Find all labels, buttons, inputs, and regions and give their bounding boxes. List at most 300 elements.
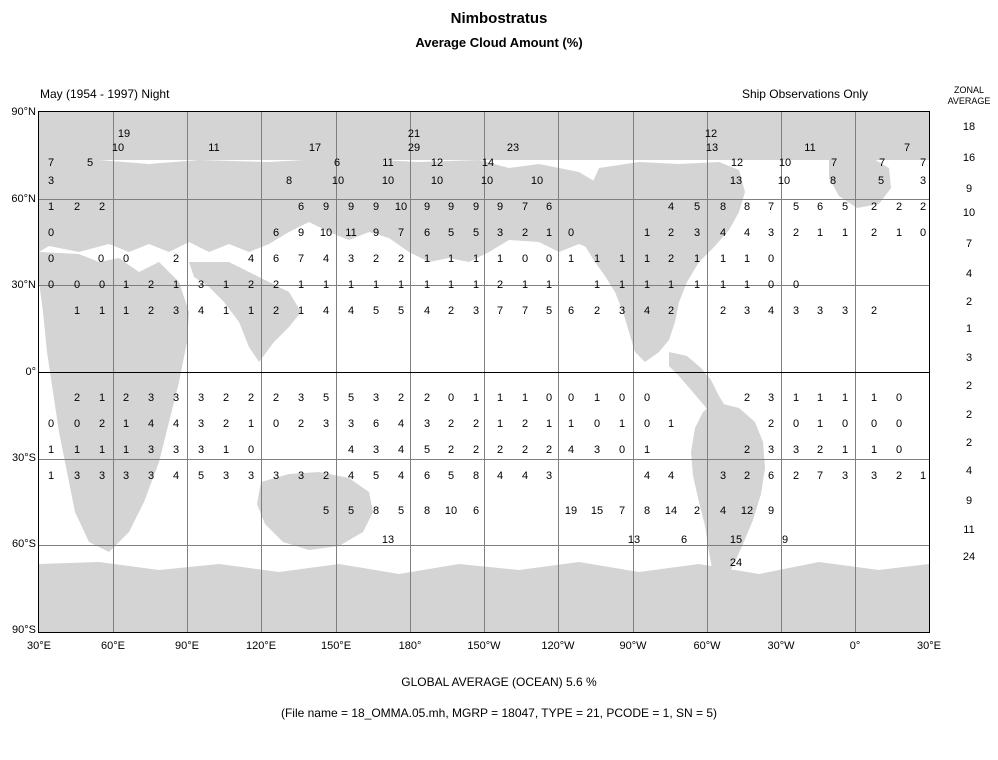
ylabel-30s: 30°S (12, 452, 36, 464)
map-data-cell: 0 (567, 227, 575, 240)
map-data-cell: 3 (870, 470, 878, 482)
map-data-cell: 4 (347, 305, 355, 318)
xlabel-90w: 90°W (619, 640, 647, 652)
map-data-cell: 15 (590, 504, 604, 517)
map-data-cell: 1 (743, 253, 751, 266)
map-data-cell: 2 (272, 305, 280, 318)
zonal-average-value: 2 (965, 296, 973, 308)
zonal-average-value: 18 (962, 121, 976, 133)
map-data-cell: 4 (247, 253, 255, 266)
map-data-cell: 7 (816, 470, 824, 482)
map-data-cell: 2 (297, 418, 305, 430)
map-data-cell: 0 (447, 392, 455, 404)
map-data-cell: 0 (593, 418, 601, 430)
map-data-cell: 2 (272, 392, 280, 404)
map-data-cell: 6 (423, 227, 431, 240)
map-data-cell: 7 (878, 156, 886, 169)
map-data-cell: 3 (98, 470, 106, 482)
map-data-cell: 1 (545, 418, 553, 430)
map-data-cell: 4 (397, 470, 405, 482)
map-data-cell: 4 (197, 305, 205, 318)
map-data-cell: 1 (593, 279, 601, 292)
map-data-cell: 2 (743, 470, 751, 482)
map-data-cell: 0 (618, 444, 626, 456)
map-data-cell: 1 (47, 444, 55, 456)
map-data-cell: 9 (423, 201, 431, 214)
map-data-cell: 3 (841, 305, 849, 318)
map-data-cell: 2 (719, 305, 727, 318)
map-data-cell: 1 (567, 418, 575, 430)
map-data-cell: 1 (423, 253, 431, 266)
map-data-cell: 10 (778, 156, 792, 169)
map-data-cell: 2 (372, 253, 380, 266)
map-data-cell: 3 (122, 470, 130, 482)
map-data-cell: 9 (322, 201, 330, 214)
map-data-cell: 2 (743, 392, 751, 404)
xlabel-90e: 90°E (175, 640, 199, 652)
map-data-cell: 3 (593, 444, 601, 456)
map-data-cell: 2 (521, 444, 529, 456)
map-data-cell: 1 (472, 392, 480, 404)
map-data-cell: 9 (297, 227, 305, 240)
map-data-cell: 0 (643, 392, 651, 404)
map-data-cell: 1 (447, 253, 455, 266)
zonal-average-header-line1: ZONAL (953, 85, 984, 95)
map-data-cell: 3 (147, 444, 155, 456)
map-data-cell: 2 (895, 201, 903, 214)
map-data-cell: 5 (545, 305, 553, 318)
map-data-cell: 9 (447, 201, 455, 214)
map-data-cell: 1 (472, 253, 480, 266)
map-data-cell: 3 (743, 305, 751, 318)
zonal-average-value: 9 (965, 183, 973, 195)
map-data-cell: 3 (792, 444, 800, 456)
map-data-cell: 0 (792, 418, 800, 430)
map-data-cell: 0 (47, 279, 55, 292)
map-data-cell: 4 (667, 201, 675, 214)
map-data-cell: 2 (496, 279, 504, 292)
map-data-cell: 1 (98, 392, 106, 404)
map-data-cell: 6 (816, 201, 824, 214)
map-data-cell: 4 (397, 444, 405, 456)
map-data-cell: 2 (667, 253, 675, 266)
map-data-cell: 2 (122, 392, 130, 404)
map-data-cell: 1 (618, 279, 626, 292)
map-data-cell: 0 (618, 392, 626, 404)
zonal-average-value: 3 (965, 352, 973, 364)
xlabel-0: 0° (849, 640, 861, 652)
map-data-cell: 3 (197, 392, 205, 404)
map-data-cell: 3 (372, 392, 380, 404)
map-data-cell: 7 (919, 156, 927, 169)
map-data-cell: 3 (247, 470, 255, 482)
map-data-cell: 2 (667, 227, 675, 240)
gridline-latitude-60n (39, 199, 929, 200)
map-data-cell: 12 (740, 504, 754, 517)
ylabel-60s: 60°S (12, 538, 36, 550)
ylabel-30n: 30°N (11, 279, 36, 291)
map-data-cell: 8 (423, 504, 431, 517)
map-data-cell: 3 (222, 470, 230, 482)
map-data-cell: 7 (496, 305, 504, 318)
map-data-cell: 6 (272, 227, 280, 240)
map-data-cell: 2 (472, 418, 480, 430)
map-data-cell: 12 (730, 156, 744, 169)
xlabel-30w: 30°W (767, 640, 795, 652)
map-data-cell: 2 (895, 470, 903, 482)
map-data-cell: 1 (816, 418, 824, 430)
map-data-cell: 1 (545, 227, 553, 240)
map-data-cell: 2 (447, 444, 455, 456)
map-data-cell: 2 (98, 418, 106, 430)
map-data-cell: 4 (423, 305, 431, 318)
map-data-cell: 24 (729, 556, 743, 569)
map-data-cell: 5 (322, 504, 330, 517)
map-data-cell: 3 (172, 444, 180, 456)
map-data-cell: 3 (919, 175, 927, 188)
map-data-cell: 14 (481, 156, 495, 169)
map-data-cell: 8 (743, 201, 751, 214)
map-data-cell: 13 (729, 175, 743, 188)
map-data-cell: 3 (545, 470, 553, 482)
map-data-cell: 7 (767, 201, 775, 214)
map-data-cell: 1 (841, 227, 849, 240)
world-map-plot (38, 111, 930, 633)
map-data-cell: 2 (792, 470, 800, 482)
map-data-cell: 1 (73, 305, 81, 318)
map-data-cell: 0 (870, 418, 878, 430)
map-data-cell: 2 (870, 227, 878, 240)
map-data-cell: 1 (98, 305, 106, 318)
map-data-cell: 10 (319, 227, 333, 240)
map-data-cell: 4 (172, 470, 180, 482)
map-data-cell: 1 (423, 279, 431, 292)
map-data-cell: 1 (545, 279, 553, 292)
map-data-cell: 13 (381, 533, 395, 546)
map-data-cell: 1 (172, 279, 180, 292)
map-data-cell: 3 (767, 392, 775, 404)
map-data-cell: 1 (919, 470, 927, 482)
map-data-cell: 1 (122, 305, 130, 318)
map-data-cell: 7 (830, 156, 838, 169)
map-data-cell: 5 (197, 470, 205, 482)
map-data-cell: 1 (841, 444, 849, 456)
map-data-cell: 1 (667, 279, 675, 292)
map-data-cell: 7 (397, 227, 405, 240)
map-data-cell: 17 (308, 142, 322, 155)
zonal-average-value: 11 (963, 524, 975, 536)
map-data-cell: 2 (222, 418, 230, 430)
map-data-cell: 1 (567, 253, 575, 266)
xlabel-150e: 150°E (320, 640, 352, 652)
map-data-cell: 4 (767, 305, 775, 318)
map-data-cell: 1 (816, 227, 824, 240)
map-data-cell: 8 (372, 504, 380, 517)
map-data-cell: 8 (719, 201, 727, 214)
map-data-cell: 1 (98, 444, 106, 456)
map-data-cell: 4 (347, 470, 355, 482)
map-data-cell: 1 (297, 279, 305, 292)
map-data-cell: 0 (767, 253, 775, 266)
map-data-cell: 15 (729, 533, 743, 546)
map-data-cell: 8 (285, 175, 293, 188)
map-data-cell: 0 (97, 253, 105, 266)
map-data-cell: 1 (792, 392, 800, 404)
map-data-cell: 1 (693, 279, 701, 292)
map-data-cell: 2 (496, 444, 504, 456)
map-data-cell: 1 (643, 279, 651, 292)
map-data-cell: 21 (407, 127, 421, 140)
map-data-cell: 1 (496, 418, 504, 430)
map-data-cell: 1 (222, 444, 230, 456)
zonal-average-value: 1 (965, 323, 973, 335)
map-data-cell: 0 (47, 418, 55, 430)
map-data-cell: 10 (394, 201, 408, 214)
map-data-cell: 1 (618, 253, 626, 266)
map-data-cell: 0 (895, 418, 903, 430)
map-data-cell: 0 (47, 253, 55, 266)
map-data-cell: 10 (111, 142, 125, 155)
map-data-cell: 0 (567, 392, 575, 404)
map-data-cell: 6 (680, 533, 688, 546)
map-data-cell: 1 (643, 444, 651, 456)
map-data-cell: 1 (347, 279, 355, 292)
xlabel-30e-right: 30°E (917, 640, 941, 652)
map-data-cell: 0 (767, 279, 775, 292)
map-data-cell: 7 (297, 253, 305, 266)
map-data-cell: 9 (372, 227, 380, 240)
zonal-average-header-line2: AVERAGE (947, 96, 991, 106)
map-data-cell: 2 (147, 305, 155, 318)
map-data-cell: 5 (372, 470, 380, 482)
map-data-cell: 2 (397, 253, 405, 266)
map-data-cell: 5 (792, 201, 800, 214)
map-data-cell: 1 (593, 253, 601, 266)
map-data-cell: 4 (667, 470, 675, 482)
map-data-cell: 4 (397, 418, 405, 430)
map-data-cell: 10 (331, 175, 345, 188)
map-data-cell: 1 (47, 201, 55, 214)
map-data-cell: 11 (208, 142, 220, 155)
map-data-cell: 1 (47, 470, 55, 482)
map-data-cell: 2 (919, 201, 927, 214)
map-data-cell: 1 (472, 279, 480, 292)
zonal-average-value: 4 (965, 268, 973, 280)
map-data-cell: 1 (841, 392, 849, 404)
xlabel-60w: 60°W (693, 640, 721, 652)
map-data-cell: 3 (297, 392, 305, 404)
map-data-cell: 1 (496, 253, 504, 266)
map-data-cell: 1 (122, 279, 130, 292)
ylabel-60n: 60°N (11, 193, 36, 205)
map-data-cell: 4 (521, 470, 529, 482)
map-data-cell: 8 (643, 504, 651, 517)
map-data-cell: 6 (272, 253, 280, 266)
map-data-cell: 2 (743, 444, 751, 456)
map-data-cell: 5 (397, 305, 405, 318)
map-data-cell: 1 (816, 392, 824, 404)
map-data-cell: 7 (521, 305, 529, 318)
xlabel-120w: 120°W (541, 640, 575, 652)
map-data-cell: 1 (122, 444, 130, 456)
map-data-cell: 1 (521, 392, 529, 404)
page-subtitle: Average Cloud Amount (%) (415, 35, 583, 50)
map-data-cell: 1 (693, 253, 701, 266)
map-data-cell: 29 (407, 142, 421, 155)
xlabel-120e: 120°E (245, 640, 277, 652)
map-data-cell: 3 (147, 392, 155, 404)
map-data-cell: 4 (322, 305, 330, 318)
map-data-cell: 2 (322, 470, 330, 482)
map-data-cell: 2 (247, 279, 255, 292)
map-data-cell: 19 (564, 504, 578, 517)
map-data-cell: 1 (222, 279, 230, 292)
map-data-cell: 3 (767, 444, 775, 456)
map-data-cell: 1 (222, 305, 230, 318)
map-data-cell: 1 (667, 418, 675, 430)
map-data-cell: 0 (841, 418, 849, 430)
map-data-cell: 5 (423, 444, 431, 456)
map-data-cell: 3 (472, 305, 480, 318)
map-data-cell: 14 (664, 504, 678, 517)
map-data-cell: 3 (197, 444, 205, 456)
map-data-cell: 3 (719, 470, 727, 482)
map-data-cell: 3 (618, 305, 626, 318)
zonal-average-value: 4 (965, 465, 973, 477)
map-data-cell: 2 (521, 227, 529, 240)
map-data-cell: 2 (792, 227, 800, 240)
map-data-cell: 11 (345, 227, 357, 240)
map-data-cell: 6 (545, 201, 553, 214)
map-data-cell: 2 (247, 392, 255, 404)
map-data-cell: 10 (480, 175, 494, 188)
map-data-cell: 4 (719, 227, 727, 240)
map-data-cell: 6 (472, 504, 480, 517)
map-data-cell: 2 (816, 444, 824, 456)
map-data-cell: 2 (693, 504, 701, 517)
map-data-cell: 3 (197, 279, 205, 292)
map-data-cell: 3 (197, 418, 205, 430)
map-data-cell: 0 (643, 418, 651, 430)
map-data-cell: 5 (372, 305, 380, 318)
map-data-cell: 4 (643, 470, 651, 482)
map-data-cell: 10 (777, 175, 791, 188)
zonal-average-header (940, 85, 998, 107)
caption-period: May (1954 - 1997) Night (40, 87, 170, 101)
map-data-cell: 2 (667, 305, 675, 318)
map-data-cell: 5 (347, 504, 355, 517)
map-data-cell: 5 (472, 227, 480, 240)
map-data-cell: 6 (567, 305, 575, 318)
map-data-cell: 10 (430, 175, 444, 188)
xlabel-60e: 60°E (101, 640, 125, 652)
map-data-cell: 0 (545, 253, 553, 266)
map-data-cell: 1 (297, 305, 305, 318)
map-data-cell: 1 (593, 392, 601, 404)
map-data-cell: 1 (895, 227, 903, 240)
map-data-cell: 3 (73, 470, 81, 482)
map-data-cell: 4 (172, 418, 180, 430)
map-data-cell: 13 (627, 533, 641, 546)
map-data-cell: 1 (73, 444, 81, 456)
map-data-cell: 5 (397, 504, 405, 517)
map-data-cell: 6 (333, 156, 341, 169)
map-data-cell: 3 (147, 470, 155, 482)
map-data-cell: 0 (247, 444, 255, 456)
gridline-equator (39, 372, 929, 373)
map-data-cell: 8 (472, 470, 480, 482)
map-data-cell: 3 (841, 470, 849, 482)
map-data-cell: 2 (447, 305, 455, 318)
map-data-cell: 0 (895, 444, 903, 456)
map-data-cell: 1 (247, 418, 255, 430)
zonal-average-value: 9 (965, 495, 973, 507)
map-data-cell: 8 (829, 175, 837, 188)
map-data-cell: 2 (397, 392, 405, 404)
map-data-cell: 2 (98, 201, 106, 214)
gridline-latitude-30s (39, 459, 929, 460)
map-data-cell: 2 (73, 201, 81, 214)
map-data-cell: 3 (272, 470, 280, 482)
map-data-cell: 7 (618, 504, 626, 517)
global-average-label: GLOBAL AVERAGE (OCEAN) 5.6 % (401, 675, 597, 689)
zonal-average-value: 10 (962, 207, 976, 219)
map-data-cell: 10 (381, 175, 395, 188)
map-data-cell: 0 (73, 418, 81, 430)
xlabel-150w: 150°W (467, 640, 501, 652)
map-data-cell: 3 (347, 418, 355, 430)
map-data-cell: 1 (870, 444, 878, 456)
map-data-cell: 2 (593, 305, 601, 318)
map-data-cell: 0 (272, 418, 280, 430)
map-data-cell: 1 (521, 279, 529, 292)
map-data-cell: 1 (496, 392, 504, 404)
file-note-label: (File name = 18_OMMA.05.mh, MGRP = 18047, TYPE = 21, PCODE = 1, SN = 5) (280, 706, 718, 720)
map-data-cell: 2 (147, 279, 155, 292)
map-data-cell: 10 (530, 175, 544, 188)
xlabel-30e-left: 30°E (27, 640, 51, 652)
map-data-cell: 2 (423, 392, 431, 404)
map-data-cell: 3 (816, 305, 824, 318)
zonal-average-value: 16 (962, 152, 976, 164)
map-data-cell: 19 (117, 127, 131, 140)
map-data-cell: 1 (322, 279, 330, 292)
map-data-cell: 1 (618, 418, 626, 430)
map-data-cell: 3 (372, 444, 380, 456)
map-data-cell: 3 (423, 418, 431, 430)
map-data-cell: 1 (122, 418, 130, 430)
map-data-cell: 4 (743, 227, 751, 240)
map-data-cell: 1 (719, 279, 727, 292)
zonal-average-value: 2 (965, 380, 973, 392)
map-data-cell: 3 (172, 392, 180, 404)
zonal-average-value: 2 (965, 409, 973, 421)
map-data-cell: 4 (322, 253, 330, 266)
map-data-cell: 3 (347, 253, 355, 266)
map-data-cell: 3 (172, 305, 180, 318)
map-data-cell: 9 (472, 201, 480, 214)
map-data-cell: 0 (47, 227, 55, 240)
map-data-cell: 5 (447, 470, 455, 482)
map-data-cell: 5 (347, 392, 355, 404)
map-data-cell: 0 (98, 279, 106, 292)
map-data-cell: 2 (272, 279, 280, 292)
map-data-cell: 3 (47, 175, 55, 188)
map-data-cell: 6 (372, 418, 380, 430)
map-data-cell: 1 (372, 279, 380, 292)
map-data-cell: 1 (643, 253, 651, 266)
map-data-cell: 1 (743, 279, 751, 292)
